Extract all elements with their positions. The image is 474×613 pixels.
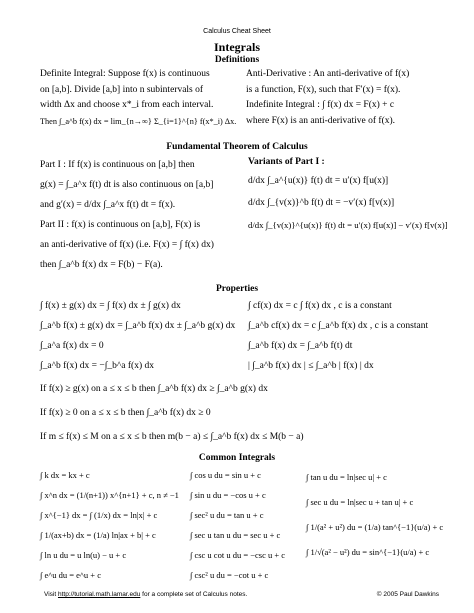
properties-right — [248, 296, 448, 376]
prop-line: ∫ f(x) ± g(x) dx = ∫ f(x) dx ± ∫ g(x) dx — [40, 301, 181, 311]
integral-formula: ∫ sec u du = ln|sec u + tan u| + c — [306, 497, 414, 507]
integral-formula: ∫ cos u du = sin u + c — [190, 470, 261, 480]
ftc-line: and g′(x) = d/dx ∫_a^x f(t) dt = f(x). — [40, 200, 176, 210]
integral-formula: ∫ csc² u du = −cot u + c — [190, 570, 269, 580]
footer — [44, 591, 439, 598]
integral-formula: ∫ tan u du = ln|sec u| + c — [306, 472, 387, 482]
prop-line: ∫_a^b cf(x) dx = c ∫_a^b f(x) dx , c is a constant — [248, 321, 429, 331]
sheet-header: Calculus Cheat Sheet — [203, 28, 271, 35]
prop-line: ∫_a^b f(x) dx = −∫_b^a f(x) dx — [40, 361, 154, 371]
prop-line: If f(x) ≥ g(x) on a ≤ x ≤ b then ∫_a^b f(x) dx ≥ ∫_a^b g(x) dx — [40, 384, 268, 394]
prop-line: ∫ cf(x) dx = c ∫ f(x) dx , c is a constant — [248, 301, 392, 311]
section-definitions: Definitions — [214, 55, 260, 65]
prop-line: If f(x) ≥ 0 on a ≤ x ≤ b then ∫_a^b f(x) dx ≥ 0 — [40, 408, 211, 418]
ftc-line: Part I : If f(x) is continuous on [a,b] then — [40, 160, 195, 170]
common-col-2 — [190, 465, 305, 585]
page-title: Integrals — [214, 40, 260, 54]
ftc-line: Part II : f(x) is continuous on [a,b], F(x) is — [40, 220, 201, 230]
common-col-1 — [40, 465, 185, 585]
copyright: © 2005 Paul Dawkins — [376, 591, 439, 598]
integral-formula: ∫ 1/√(a² − u²) du = sin^{−1}(u/a) + c — [306, 547, 430, 557]
prop-line: If m ≤ f(x) ≤ M on a ≤ x ≤ b then m(b − a) ≤ ∫_a^b f(x) dx ≤ M(b − a) — [40, 432, 304, 442]
integral-formula: ∫ sec² u du = tan u + c — [190, 510, 264, 520]
ftc-line: an anti-derivative of f(x) (i.e. F(x) = ∫ f(x) dx) — [40, 240, 214, 250]
prop-line: | ∫_a^b f(x) dx | ≤ ∫_a^b | f(x) | dx — [248, 361, 374, 371]
footer-prefix: Visit — [44, 591, 58, 598]
ftc-right — [248, 155, 448, 236]
integral-formula: ∫ ln u du = u ln(u) − u + c — [40, 550, 127, 560]
def-line: Then ∫_a^b f(x) dx = lim_{n→∞} Σ_{i=1}^{n} f(x*_i) Δx. — [40, 116, 237, 126]
def-line: is a function, F(x), such that F′(x) = f(x). — [246, 84, 401, 95]
prop-line: ∫_a^b f(x) ± g(x) dx = ∫_a^b f(x) dx ± ∫_a^b g(x) dx — [40, 321, 236, 331]
ftc-variant: d/dx ∫_{v(x)}^{u(x)} f(t) dt = u′(x) f[u(x)] − v′(x) f[v(x)] — [248, 220, 448, 230]
def-line: Definite Integral: Suppose f(x) is continuous — [40, 69, 210, 79]
section-ftc: Fundamental Theorem of Calculus — [166, 142, 308, 152]
integral-formula: ∫ e^u du = e^u + c — [40, 570, 101, 580]
integral-formula: ∫ csc u cot u du = −csc u + c — [190, 550, 286, 560]
definitions-left — [40, 67, 240, 129]
def-line: where F(x) is an anti-derivative of f(x). — [246, 115, 396, 126]
ftc-left — [40, 155, 240, 275]
def-line: on [a,b]. Divide [a,b] into n subintervals of — [40, 84, 204, 95]
properties-left — [40, 296, 245, 376]
definitions-right — [246, 67, 446, 129]
properties-full — [40, 377, 440, 449]
integral-formula: ∫ k dx = kx + c — [40, 470, 90, 480]
ftc-variants-title: Variants of Part I : — [248, 157, 325, 167]
prop-line: ∫_a^a f(x) dx = 0 — [40, 341, 104, 351]
ftc-line: g(x) = ∫_a^x f(t) dt is also continuous on [a,b] — [40, 180, 214, 190]
def-line: Indefinite Integral : ∫ f(x) dx = F(x) + c — [246, 100, 395, 110]
ftc-line: then ∫_a^b f(x) dx = F(b) − F(a). — [40, 260, 163, 270]
def-line: Anti-Derivative : An anti-derivative of f(x) — [246, 69, 410, 79]
tutorial-link[interactable]: http://tutorial.math.lamar.edu — [57, 591, 141, 598]
integral-formula: ∫ 1/(a² + u²) du = (1/a) tan^{−1}(u/a) + c — [306, 522, 444, 532]
section-properties: Properties — [215, 284, 259, 294]
footer-suffix: for a complete set of Calculus notes. — [140, 591, 248, 598]
integral-formula: ∫ sin u du = −cos u + c — [190, 490, 266, 500]
prop-line: ∫_a^b f(x) dx = ∫_a^b f(t) dt — [248, 341, 353, 351]
integral-formula: ∫ x^{−1} dx = ∫ (1/x) dx = ln|x| + c — [40, 510, 158, 520]
ftc-variant: d/dx ∫_{v(x)}^b f(t) dt = −v′(x) f[v(x)] — [248, 198, 395, 208]
integral-formula: ∫ sec u tan u du = sec u + c — [190, 530, 281, 540]
ftc-variant: d/dx ∫_a^{u(x)} f(t) dt = u′(x) f[u(x)] — [248, 176, 389, 186]
integral-formula: ∫ x^n dx = (1/(n+1)) x^{n+1} + c, n ≠ −1 — [40, 490, 179, 500]
def-line: width Δx and choose x*_i from each interval. — [40, 100, 214, 110]
common-col-3 — [306, 465, 446, 565]
section-common-integrals: Common Integrals — [198, 453, 276, 463]
integral-formula: ∫ 1/(ax+b) dx = (1/a) ln|ax + b| + c — [40, 530, 156, 540]
